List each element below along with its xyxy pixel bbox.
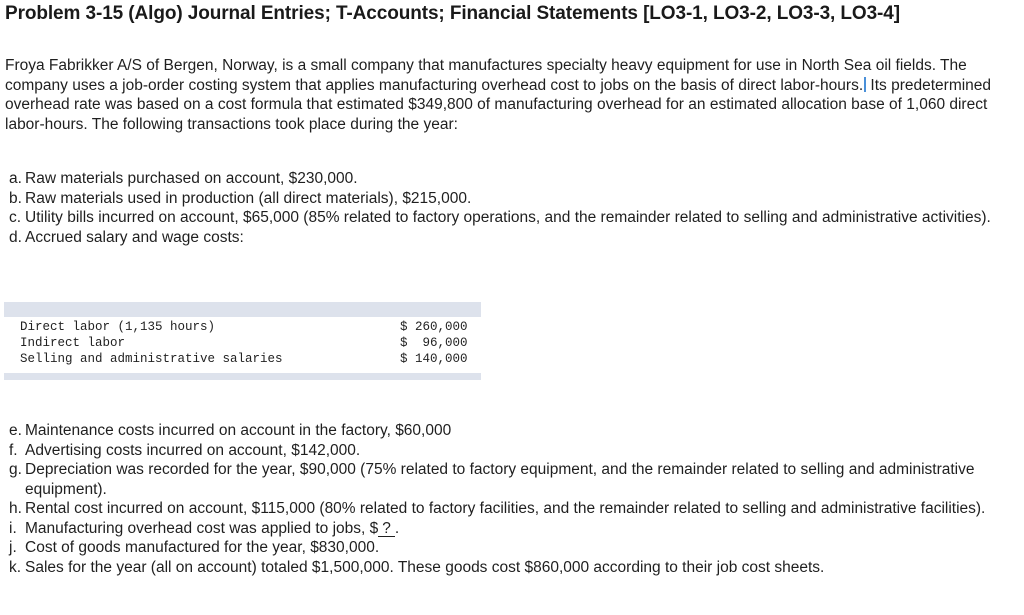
transaction-item-g (9, 460, 1009, 499)
transaction-list-e-k (9, 421, 1009, 577)
transaction-letter: c. (9, 209, 22, 226)
transaction-item-i (9, 519, 1009, 539)
transaction-letter: k. (9, 558, 22, 576)
transaction-i-suffix: . (394, 519, 400, 537)
transaction-text: Raw materials used in production (all direct materials), $215,000. (25, 189, 472, 207)
intro-text-part-1: Froya Fabrikker A/S of Bergen, Norway, is a small company that manufactures specialty heavy equipment for use in North Sea oil fields. The company uses a job-order costing system that applies manufacturing overhead cost to jobs on the basis of direct labor-hours. (5, 57, 967, 94)
wage-table (20, 319, 472, 367)
transaction-text (25, 519, 1009, 539)
wage-label: Indirect labor (20, 336, 126, 350)
transaction-list-a-d (9, 169, 1009, 247)
transaction-letter: b. (9, 189, 22, 207)
transaction-text: Sales for the year (all on account) totaled $1,500,000. These goods cost $860,000 according to their job cost sheets. (25, 558, 825, 576)
table-footer-band (4, 373, 481, 380)
wage-amount: $ 96,000 (400, 336, 468, 350)
wage-label: Direct labor (1,135 hours) (20, 320, 216, 334)
transaction-letter: g. (9, 461, 22, 478)
transaction-item-f (9, 441, 1009, 461)
transaction-item-h (9, 499, 1009, 519)
transaction-text: Raw materials purchased on account, $230,000. (25, 170, 358, 187)
problem-title: Problem 3-15 (Algo) Journal Entries; T-Accounts; Financial Statements [LO3-1, LO3-2, LO3-3, LO3-4] (5, 3, 900, 24)
transaction-text: Accrued salary and wage costs: (25, 228, 244, 246)
transaction-letter: a. (9, 170, 22, 187)
transaction-text: Maintenance costs incurred on account in the factory, $60,000 (25, 422, 452, 439)
intro-text-part-2: Its predetermined overhead rate was based on a cost formula that estimated $349,800 of manufacturing overhead for an estimated allocation base of 1,060 direct labor-hours. The following transactions took place during the year: (5, 76, 992, 133)
wage-label: Selling and administrative salaries (20, 352, 283, 366)
transaction-text: Utility bills incurred on account, $65,000 (85% related to factory operations, and the remainder related to selling and administrative activities). (25, 209, 991, 226)
answer-blank[interactable]: ? (378, 521, 395, 537)
transaction-item-b (9, 189, 1009, 209)
transaction-letter: h. (9, 500, 22, 517)
table-row (20, 351, 472, 367)
transaction-letter: e. (9, 422, 22, 439)
wage-cost-table (4, 302, 481, 380)
transaction-text: Cost of goods manufactured for the year, $830,000. (25, 539, 380, 556)
table-row (20, 335, 472, 351)
wage-amount: $ 140,000 (400, 352, 468, 366)
transaction-item-e (9, 421, 1009, 441)
transaction-item-k (9, 558, 1009, 578)
transaction-letter: d. (9, 228, 22, 246)
wage-amount: $ 260,000 (400, 320, 468, 334)
transaction-item-a (9, 169, 1009, 189)
transaction-letter: f. (9, 441, 18, 459)
transaction-text: Depreciation was recorded for the year, $90,000 (75% related to factory equipment, and the remainder related to selling and administrative equipment). (25, 461, 975, 498)
transaction-text: Rental cost incurred on account, $115,000 (80% related to factory facilities, and the remainder related to selling and administrative facilities). (25, 500, 986, 517)
transaction-text: Advertising costs incurred on account, $142,000. (25, 441, 361, 459)
transaction-i-text: Manufacturing overhead cost was applied to jobs, $ (25, 519, 379, 537)
table-header-band (4, 302, 481, 317)
problem-intro (5, 56, 1005, 134)
table-row (20, 319, 472, 335)
transaction-letter: i. (9, 519, 17, 537)
transaction-letter: j. (9, 539, 17, 556)
transaction-item-j (9, 538, 1009, 558)
transaction-item-c (9, 208, 1009, 228)
transaction-item-d (9, 228, 1009, 248)
